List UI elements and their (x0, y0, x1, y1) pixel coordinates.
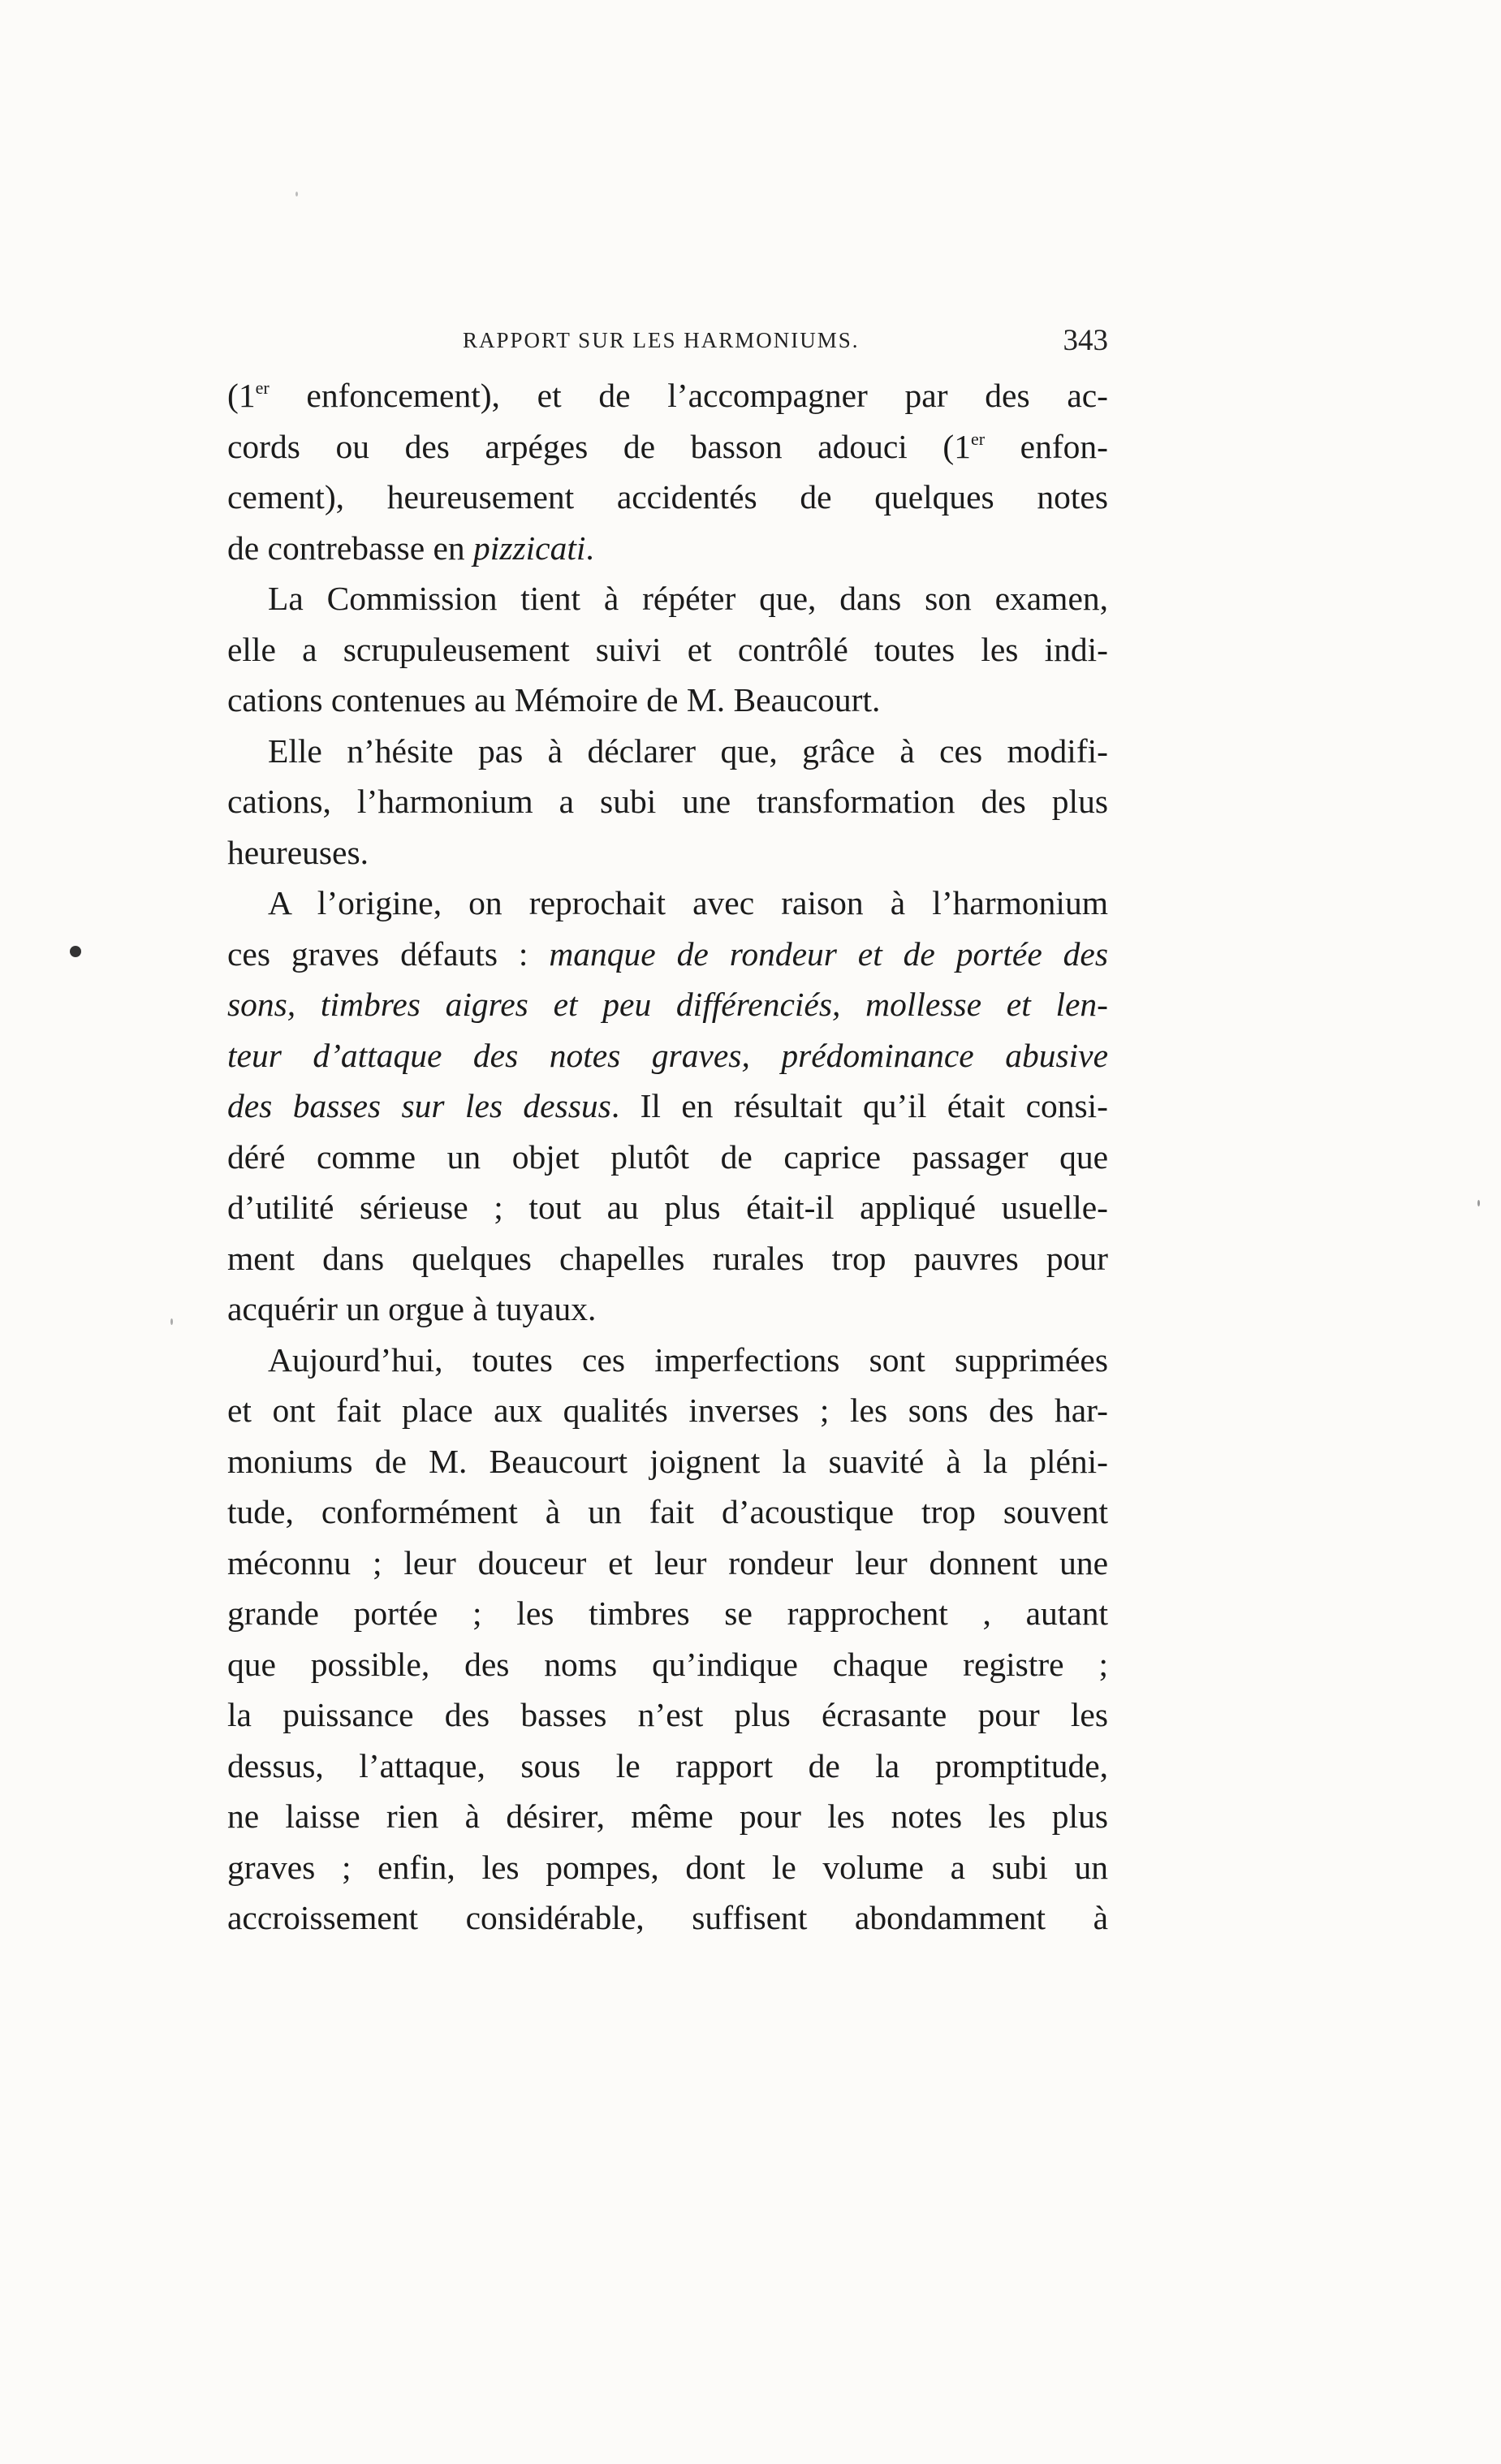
ink-speck (1477, 1200, 1480, 1206)
page-number: 343 (1063, 324, 1108, 357)
text-line: méconnu ; leur douceur et leur rondeur leur donnent une (227, 1543, 1108, 1582)
text-line: accroissement considérable, suffisent abondamment à (227, 1899, 1108, 1936)
body-text (227, 370, 1108, 1944)
text-line: la puissance des basses n’est plus écrasante pour les (227, 1696, 1108, 1733)
text-line: cations, l’harmonium a subi une transformation des plus (227, 783, 1108, 820)
text-line: cords ou des arpéges de basson adouci (1er enfon- (227, 427, 1108, 465)
text-line: d’utilité sérieuse ; tout au plus était-il appliqué usuelle- (227, 1189, 1108, 1226)
text-line: ment dans quelques chapelles rurales trop pauvres pour (227, 1239, 1108, 1277)
text-line: Elle n’hésite pas à déclarer que, grâce à ces modifi- (268, 731, 1108, 770)
text-line: sons, timbres aigres et peu différenciés, mollesse et len- (227, 986, 1108, 1023)
running-head (227, 323, 1108, 364)
text-line: teur d’attaque des notes graves, prédominance abusive (227, 1036, 1108, 1074)
text-line: déré comme un objet plutôt de caprice passager que (227, 1137, 1108, 1176)
text-line: acquérir un orgue à tuyaux. (227, 1290, 597, 1327)
text-line: et ont fait place aux qualités inverses ; les sons des har- (227, 1392, 1108, 1429)
text-line: tude, conformément à un fait d’acoustique trop souvent (227, 1493, 1108, 1530)
text-line: de contrebasse en pizzicati. (227, 529, 594, 567)
text-line: heureuses. (227, 833, 369, 871)
text-line: moniums de M. Beaucourt joignent la suavité à la pléni- (227, 1442, 1108, 1480)
text-line: cations contenues au Mémoire de M. Beaucourt. (227, 681, 881, 718)
text-line: des basses sur les dessus. Il en résultait qu’il était consi- (227, 1087, 1108, 1124)
text-line: grande portée ; les timbres se rapprochent , autant (227, 1594, 1108, 1632)
text-line: ces graves défauts : manque de rondeur et de portée des (227, 934, 1108, 973)
text-line: graves ; enfin, les pompes, dont le volume a subi un (227, 1848, 1108, 1886)
text-line: ne laisse rien à désirer, même pour les notes les plus (227, 1797, 1108, 1835)
text-line: cement), heureusement accidentés de quelques notes (227, 478, 1108, 516)
text-line: elle a scrupuleusement suivi et contrôlé toutes les indi- (227, 630, 1108, 668)
text-line: (1er enfoncement), et de l’accompagner par des ac- (227, 377, 1108, 414)
running-title: RAPPORT SUR LES HARMONIUMS. (463, 328, 860, 352)
text-line: dessus, l’attaque, sous le rapport de la promptitude, (227, 1746, 1108, 1784)
text-line: La Commission tient à répéter que, dans son examen, (268, 580, 1108, 617)
ink-speck (295, 192, 298, 196)
text-line: que possible, des noms qu’indique chaque registre ; (227, 1645, 1108, 1683)
text-line: A l’origine, on reprochait avec raison à l’harmonium (268, 884, 1108, 921)
text-line: Aujourd’hui, toutes ces imperfections sont supprimées (268, 1340, 1108, 1379)
ink-speck (70, 946, 81, 957)
ink-speck (170, 1318, 173, 1325)
